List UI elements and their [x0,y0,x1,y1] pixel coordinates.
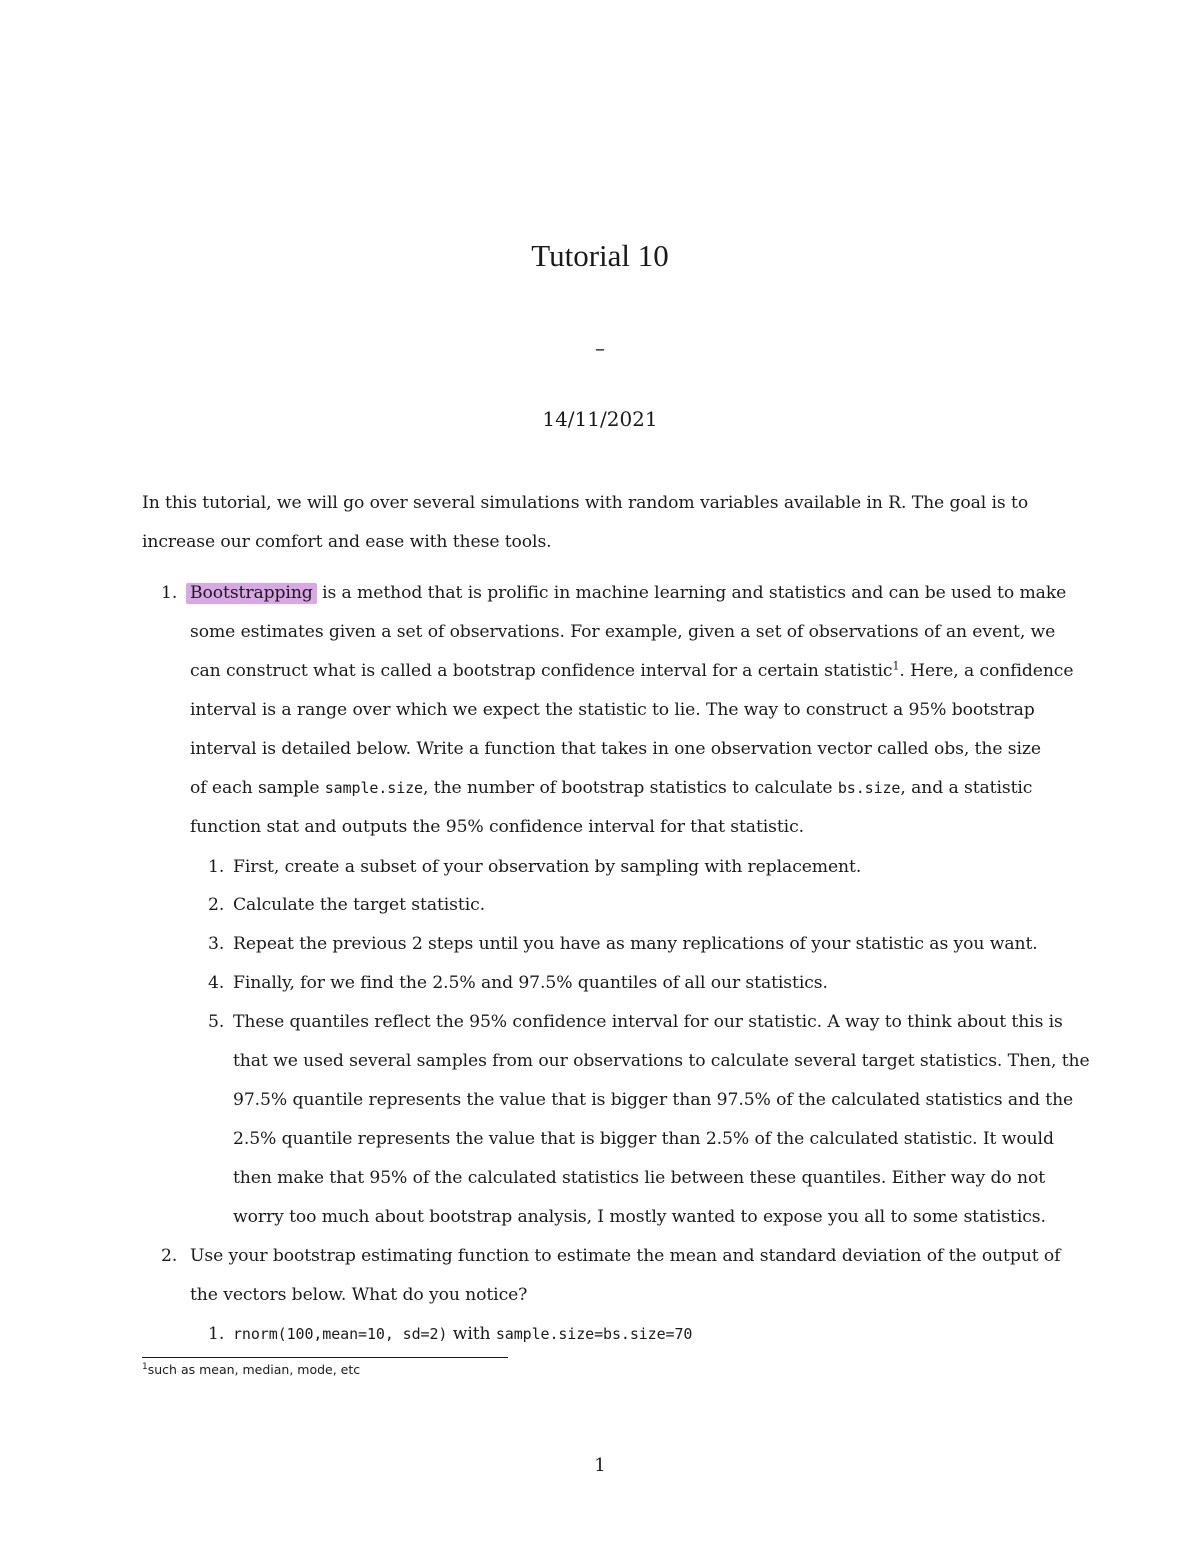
q1-line-6-text-c: , and a statistic [900,778,1033,798]
step-text: First, create a subset of your observation by sampling with replacement. [233,857,862,877]
step-text: Repeat the previous 2 steps until you have as many replications of your statistic as you want. [233,934,1038,954]
highlighted-term: Bootstrapping [186,583,317,604]
q1-line-1-text: is a method that is prolific in machine learning and statistics and can be used to make [316,583,1067,603]
step-text: that we used several samples from our observations to calculate several target statistics. Then, the [233,1051,1090,1071]
q1-line-6-text-b: , the number of bootstrap statistics to calculate [423,778,838,798]
document-title: Tutorial 10 [531,238,669,273]
document-author: – [595,336,605,360]
code-bs-size: bs.size [837,779,901,797]
footnote [142,1362,360,1377]
footnote-text: such as mean, median, mode, etc [147,1362,361,1377]
q1-line-5: interval is detailed below. Write a function that takes in one observation vector called obs, the size [190,739,1041,759]
q1-line-3-text-b: . Here, a confidence [899,661,1074,681]
q1-line-7: function stat and outputs the 95% confidence interval for that statistic. [190,817,804,837]
footnote-ref[interactable]: 1 [892,659,900,673]
intro-line-2: increase our comfort and ease with these tools. [142,532,552,552]
step-text: These quantiles reflect the 95% confidence interval for our statistic. A way to think about this is [233,1012,1063,1032]
q1-number: 1. [161,583,178,603]
step-text: 2.5% quantile represents the value that is bigger than 2.5% of the calculated statistic. It would [233,1129,1054,1149]
step-text: Finally, for we find the 2.5% and 97.5% quantiles of all our statistics. [233,973,828,993]
q2-sub-number: 1. [208,1324,225,1344]
document-date: 14/11/2021 [542,407,658,431]
q1-line-3 [190,659,1073,683]
code-rnorm: rnorm(100,mean=10, sd=2) [233,1325,448,1343]
step-text: 97.5% quantile represents the value that is bigger than 97.5% of the calculated statistics and the [233,1090,1074,1110]
footnote-mark: 1 [142,1361,148,1372]
step-number: 1. [208,857,225,877]
q2-sub-line [233,1322,692,1346]
q1-line-1 [190,581,1066,605]
code-sample-size: sample.size [324,779,423,797]
step-number: 4. [208,973,225,993]
q2-number: 2. [161,1246,178,1266]
q1-line-3-text-a: can construct what is called a bootstrap confidence interval for a certain statistic [190,661,893,681]
footnote-rule [142,1357,508,1358]
page-number: 1 [594,1455,606,1476]
q2-line-2: the vectors below. What do you notice? [190,1285,528,1305]
step-text: Calculate the target statistic. [233,895,485,915]
step-number: 5. [208,1012,225,1032]
q1-line-2: some estimates given a set of observations. For example, given a set of observations of an event, we [190,622,1056,642]
q1-line-4: interval is a range over which we expect the statistic to lie. The way to construct a 95% bootstrap [190,700,1035,720]
q2-sub-text: with [447,1324,496,1344]
step-number: 3. [208,934,225,954]
step-text: worry too much about bootstrap analysis, I mostly wanted to expose you all to some statistics. [233,1207,1046,1227]
step-text: then make that 95% of the calculated statistics lie between these quantiles. Either way do not [233,1168,1046,1188]
q1-line-6 [190,776,1032,800]
intro-line-1: In this tutorial, we will go over several simulations with random variables available in R. The goal is to [142,493,1029,513]
q1-line-6-text-a: of each sample [190,778,325,798]
step-number: 2. [208,895,225,915]
code-sizes: sample.size=bs.size=70 [495,1325,693,1343]
q2-line-1: Use your bootstrap estimating function to estimate the mean and standard deviation of the output of [190,1246,1061,1266]
